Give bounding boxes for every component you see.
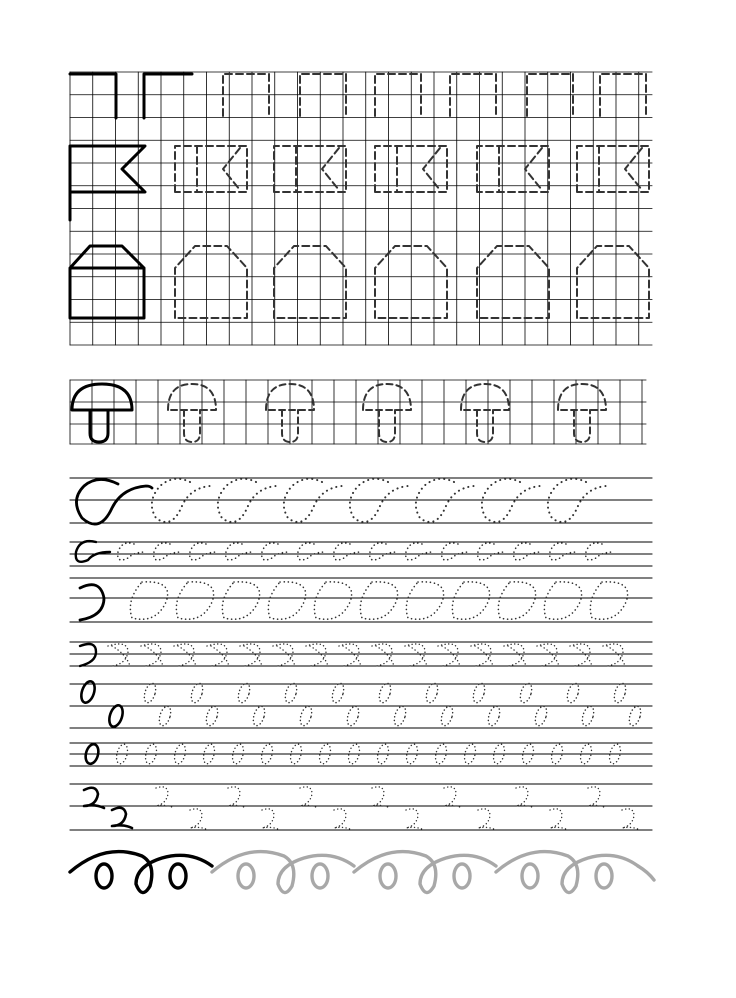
trace-flag-notch: [223, 148, 240, 190]
trace-half-oval: [314, 582, 351, 619]
trace-small-half-oval: [471, 644, 493, 666]
trace-hook-high: [444, 787, 462, 808]
trace-flag-notch: [525, 148, 542, 190]
trace-oval-low: [251, 705, 267, 727]
trace-small-half-oval: [339, 644, 361, 666]
border-oval-trace: [596, 864, 612, 888]
border-arch-trace: [638, 866, 654, 880]
border-arch-trace: [212, 852, 354, 893]
border-oval-model: [96, 864, 112, 888]
trace-oval-high: [565, 682, 581, 704]
trace-small-half-oval: [108, 644, 130, 666]
trace-flag-notch: [423, 148, 440, 190]
trace-small-half-oval: [141, 644, 163, 666]
trace-oval-high: [377, 682, 393, 704]
trace-oval-high: [142, 682, 158, 704]
model-house: [70, 246, 144, 318]
trace-small-loop: [154, 543, 182, 560]
trace-small-half-oval: [537, 644, 559, 666]
trace-mushroom-stem: [379, 410, 395, 442]
trace-small-half-oval: [174, 644, 196, 666]
trace-small-loop: [370, 543, 398, 560]
trace-oval-high: [612, 682, 628, 704]
trace-small-half-oval: [372, 644, 394, 666]
trace-small-half-oval: [207, 644, 229, 666]
trace-oval-low: [533, 705, 549, 727]
shape-grid: [70, 72, 652, 345]
trace-oval-low: [580, 705, 596, 727]
trace-small-half-oval: [438, 644, 460, 666]
trace-oval-low: [627, 705, 643, 727]
trace-hook-high: [516, 787, 534, 808]
trace-small-loop: [298, 543, 326, 560]
trace-flag-notch: [625, 148, 642, 190]
trace-small-half-oval: [240, 644, 262, 666]
loop-border: [70, 852, 654, 893]
model-oval-low: [107, 704, 125, 729]
model-large-loop: [76, 479, 152, 524]
trace-oval-low: [298, 705, 314, 727]
trace-half-oval: [222, 582, 259, 619]
trace-hook-low: [406, 809, 424, 830]
model-hook-low: [112, 808, 132, 828]
trace-small-loop: [334, 543, 362, 560]
trace-hook-low: [478, 809, 496, 830]
trace-small-loop: [190, 543, 218, 560]
trace-hook-low: [262, 809, 280, 830]
trace-hook-high: [372, 787, 390, 808]
trace-small-loop: [478, 543, 506, 560]
trace-small-half-oval: [603, 644, 625, 666]
trace-half-oval: [268, 582, 305, 619]
border-oval-trace: [522, 864, 538, 888]
trace-oval-low: [486, 705, 502, 727]
trace-half-oval: [176, 582, 213, 619]
border-arch-trace: [354, 852, 496, 893]
trace-oval-high: [189, 682, 205, 704]
trace-oval-high: [424, 682, 440, 704]
trace-small-loop: [262, 543, 290, 560]
trace-house: [577, 246, 649, 318]
trace-small-loop: [118, 543, 146, 560]
border-arch-model: [70, 852, 212, 893]
model-half-oval: [80, 585, 104, 620]
trace-half-oval: [360, 582, 397, 619]
trace-oval-low: [345, 705, 361, 727]
trace-half-oval: [452, 582, 489, 619]
trace-hook-low: [190, 809, 208, 830]
trace-oval-high: [471, 682, 487, 704]
trace-half-oval: [406, 582, 443, 619]
trace-half-oval: [498, 582, 535, 619]
trace-half-oval: [590, 582, 627, 619]
trace-oval-high: [236, 682, 252, 704]
trace-small-half-oval: [405, 644, 427, 666]
mushroom-grid: [70, 380, 646, 444]
trace-hook-high: [300, 787, 318, 808]
trace-half-oval: [544, 582, 581, 619]
trace-small-half-oval: [273, 644, 295, 666]
trace-oval-high: [518, 682, 534, 704]
trace-mushroom-stem: [184, 410, 200, 442]
trace-house: [274, 246, 346, 318]
trace-mushroom-cap: [461, 384, 509, 410]
trace-oval-low: [439, 705, 455, 727]
trace-hook-high: [156, 787, 174, 808]
trace-mushroom-cap: [168, 384, 216, 410]
trace-hook-low: [550, 809, 568, 830]
trace-small-half-oval: [570, 644, 592, 666]
model-hook-high: [84, 788, 104, 808]
border-oval-trace: [380, 864, 396, 888]
trace-oval-high: [283, 682, 299, 704]
model-oval-high: [79, 680, 97, 705]
trace-oval-low: [204, 705, 220, 727]
trace-flag-notch: [322, 148, 339, 190]
trace-mushroom-cap: [558, 384, 606, 410]
border-oval-trace: [454, 864, 470, 888]
trace-strokes: [108, 74, 649, 830]
trace-small-half-oval: [504, 644, 526, 666]
trace-house: [477, 246, 549, 318]
trace-hook-high: [228, 787, 246, 808]
trace-small-loop: [226, 543, 254, 560]
trace-mushroom-stem: [477, 410, 493, 442]
border-arch-trace: [496, 852, 638, 893]
model-mushroom-cap: [72, 384, 132, 410]
trace-small-loop: [514, 543, 542, 560]
trace-small-loop: [550, 543, 578, 560]
trace-hook-low: [622, 809, 640, 830]
trace-mushroom-cap: [363, 384, 411, 410]
model-small-loop: [76, 541, 110, 562]
model-pi-shape: [144, 74, 192, 118]
trace-house: [175, 246, 247, 318]
trace-oval-low: [392, 705, 408, 727]
trace-small-loop: [406, 543, 434, 560]
trace-half-oval: [130, 582, 167, 619]
trace-small-loop: [442, 543, 470, 560]
trace-small-loop: [586, 543, 614, 560]
model-mushroom-stem: [90, 410, 108, 442]
model-strokes: [70, 74, 192, 828]
ruled-lines: [70, 478, 652, 830]
trace-hook-high: [588, 787, 606, 808]
model-small-half-oval: [80, 644, 96, 666]
border-oval-trace: [238, 864, 254, 888]
trace-hook-low: [334, 809, 352, 830]
trace-oval-low: [157, 705, 173, 727]
border-oval-model: [170, 864, 186, 888]
border-oval-trace: [312, 864, 328, 888]
trace-small-half-oval: [306, 644, 328, 666]
trace-oval-high: [330, 682, 346, 704]
